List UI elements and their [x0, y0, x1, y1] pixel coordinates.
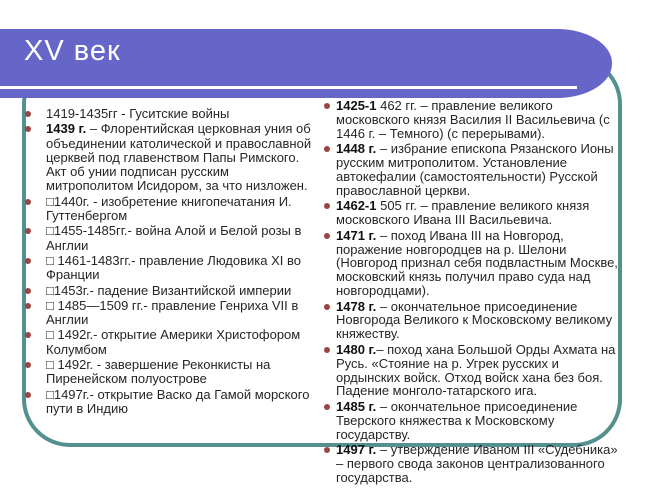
bullet-icon — [25, 111, 31, 117]
list-item — [46, 284, 318, 298]
item-text: □1455-1485гг.- война Алой и Белой розы в Англии — [46, 223, 302, 253]
list-item — [46, 224, 318, 253]
list-item — [336, 142, 625, 197]
list-item — [46, 299, 318, 328]
item-text: 505 гг. – правление великого князя московского Ивана III Васильевича. — [336, 198, 590, 228]
item-text: □1497г.- открытие Васко да Гамой морского пути в Индию — [46, 386, 310, 416]
list-item — [336, 229, 625, 298]
item-text: – поход хана Большой Орды Ахмата на Русь. «Стояние на р. Угрек русских и ордынских войск. Отход войск хана без боя. Падение монголо-татарского ига. — [336, 342, 616, 399]
right-column — [336, 99, 625, 487]
item-year: 1480 г. — [336, 342, 377, 358]
item-year: 1448 г. — [336, 141, 377, 157]
bullet-icon — [324, 304, 330, 310]
bullet-icon — [25, 362, 31, 368]
bullet-icon — [324, 347, 330, 353]
item-text: □ 1485—1509 гг.- правление Генриха VII в Англии — [46, 297, 299, 328]
list-item — [46, 328, 318, 357]
item-text: □1453г.- падение Византийской империи — [46, 282, 292, 298]
list-item — [46, 254, 318, 283]
bullet-icon — [25, 258, 31, 264]
item-text: □ 1492г.- открытие Америки Христофором Колумбом — [46, 327, 301, 357]
left-column — [46, 107, 318, 417]
bullet-icon — [25, 288, 31, 294]
bullet-icon — [324, 103, 330, 109]
item-year: 1478 г. — [336, 298, 377, 314]
list-item — [46, 195, 318, 224]
list-item — [336, 400, 625, 441]
list-item — [336, 343, 625, 398]
item-year: 1462-1 — [336, 198, 377, 214]
bullet-icon — [25, 303, 31, 309]
bullet-icon — [25, 392, 31, 398]
item-text: – избрание епископа Рязанского Ионы русским митрополитом. Установление автокефалии (самостоятельности) Русской православной церкви. — [336, 141, 614, 198]
title-banner — [0, 29, 612, 98]
list-item — [46, 358, 318, 387]
item-year: 1485 г. — [336, 399, 377, 415]
item-text: – окончательное присоединение Новгорода Великого к Московскому великому княжеству. — [336, 298, 613, 342]
banner-underline — [0, 86, 577, 89]
list-item — [46, 388, 318, 417]
item-text: – Флорентийская церковная уния об объединении католической и православной церквей под главенством Папы Римского. Акт об унии подписан русским митрополитом Исидором, за что низложен. — [46, 121, 312, 194]
bullet-icon — [25, 199, 31, 205]
item-text: – утверждение Иваном III «Судебника» – первого свода законов централизованного государства. — [336, 442, 618, 485]
page-title: XV век — [24, 35, 121, 67]
item-text: 462 гг. – правление великого московского князя Василия II Васильевича (с 1446 г. – Темного) (с перерывами). — [336, 98, 610, 141]
bullet-icon — [324, 447, 330, 453]
item-text: – окончательное присоединение Тверского княжества к Московскому государству. — [336, 399, 578, 442]
list-item — [336, 300, 625, 341]
item-year: 1425-1 — [336, 98, 377, 113]
item-text: □ 1492г. - завершение Реконкисты на Пиренейском полуострове — [46, 357, 271, 387]
list-item — [336, 99, 625, 140]
bullet-icon — [324, 233, 330, 239]
item-text: 1419-1435гг - Гуситские войны — [46, 106, 230, 121]
item-year: 1497 г. — [336, 442, 377, 458]
item-year: 1439 г. — [46, 121, 87, 137]
item-text: □1440г. - изобретение книгопечатания И. Гуттенбергом — [46, 193, 292, 224]
list-item — [46, 107, 318, 121]
item-year: 1471 г. — [336, 227, 377, 243]
list-item — [336, 443, 625, 484]
item-text: – поход Ивана III на Новгород, поражение новгородцев на р. Шелони (Новгород признал себя подвластным Москве, московский князь получил право суда над новгородцами). — [336, 227, 618, 298]
list-item — [46, 122, 318, 193]
list-item — [336, 199, 625, 227]
item-text: □ 1461-1483гг.- правление Людовика XI во Франции — [46, 252, 301, 283]
